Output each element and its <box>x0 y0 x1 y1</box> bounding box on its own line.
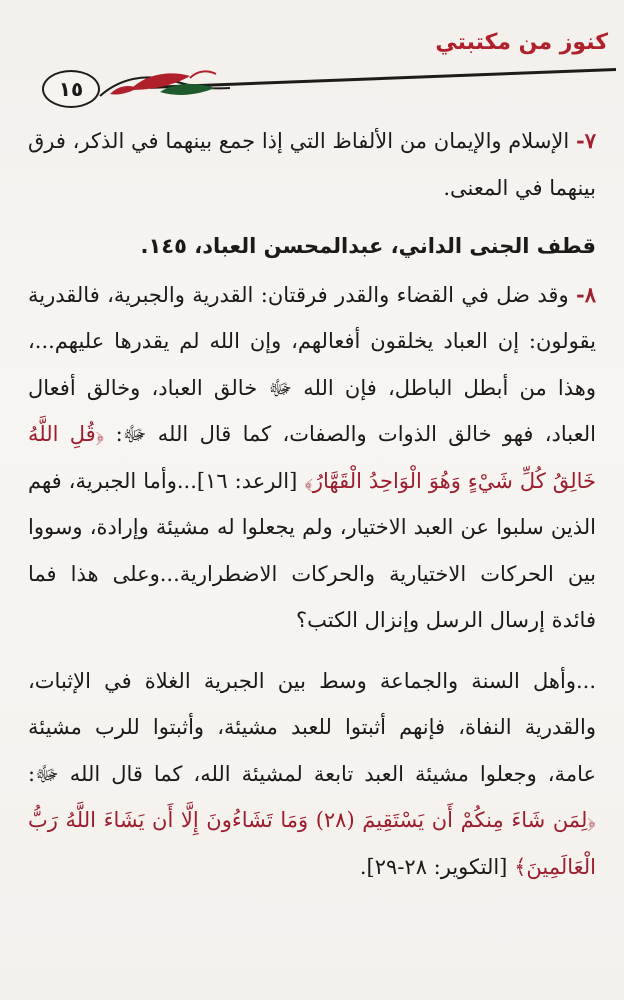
paragraph-text: ...وأهل السنة والجماعة وسط بين الجبرية الغلاة في الإثبات، والقدرية النفاة، فإنهم أثبتوا للعبد مشيئة، وأثبتوا للرب مشيئة عامة، وجعلوا مشيئة العبد تابعة لمشيئة الله، كما قال الله ﷻ: <box>28 668 596 786</box>
source-heading: قطف الجنى الداني، عبدالمحسن العباد، ١٤٥. <box>140 234 596 258</box>
paragraph-7 <box>28 118 596 211</box>
paragraph-text: [الرعد: ١٦]...وأما الجبرية، فهم الذين سلبوا عن العبد الاختيار، ولم يجعلوا له مشيئة وإرادة، وسووا بين الحركات الاختيارية والحركات الاضطرارية...وعلى هذا فما فائدة إرسال الرسل وإنزال الكتب؟ <box>28 468 596 632</box>
book-title: كنوز من مكتبتي <box>435 30 608 55</box>
page-number-badge <box>42 70 100 108</box>
paragraph-ahl-sunnah <box>28 658 596 891</box>
quran-verse: ﴿لِمَن شَاءَ مِنكُمْ أَن يَسْتَقِيمَ (٢٨) وَمَا تَشَاءُونَ إِلَّا أَن يَشَاءَ اللَّهُ رَبُّ الْعَالَمِينَ﴾ <box>28 808 596 879</box>
page-number: ١٥ <box>58 77 84 101</box>
item-number: ٧- <box>576 128 596 153</box>
paragraph-text: الإسلام والإيمان من الألفاظ التي إذا جمع بينهما في الذكر، فرق بينهما في المعنى. <box>28 129 596 200</box>
paragraph-text: وقد ضل في القضاء والقدر فرقتان: القدرية والجبرية، فالقدرية يقولون: إن العباد يخلقون أفعالهم، وإن الله لم يقدرها عليهم...، وهذا من أبطل الباطل، فإن الله ﷻ خالق العباد، وخالق أفعال العباد، فهو خالق الذوات والصفات، كما قال الله ﷻ: <box>28 282 597 446</box>
quran-verse: ﴿قُلِ اللَّهُ خَالِقُ كُلِّ شَيْءٍ وَهُوَ الْوَاحِدُ الْقَهَّارُ﴾ <box>28 422 596 493</box>
floral-ornament-icon <box>90 60 240 110</box>
page-content <box>28 118 596 890</box>
paragraph-gap <box>28 644 596 658</box>
page-header <box>0 8 624 104</box>
paragraph-text: [التكوير: ٢٨-٢٩]. <box>359 854 515 879</box>
item-number: ٨- <box>576 281 596 307</box>
paragraph-8 <box>28 272 596 644</box>
